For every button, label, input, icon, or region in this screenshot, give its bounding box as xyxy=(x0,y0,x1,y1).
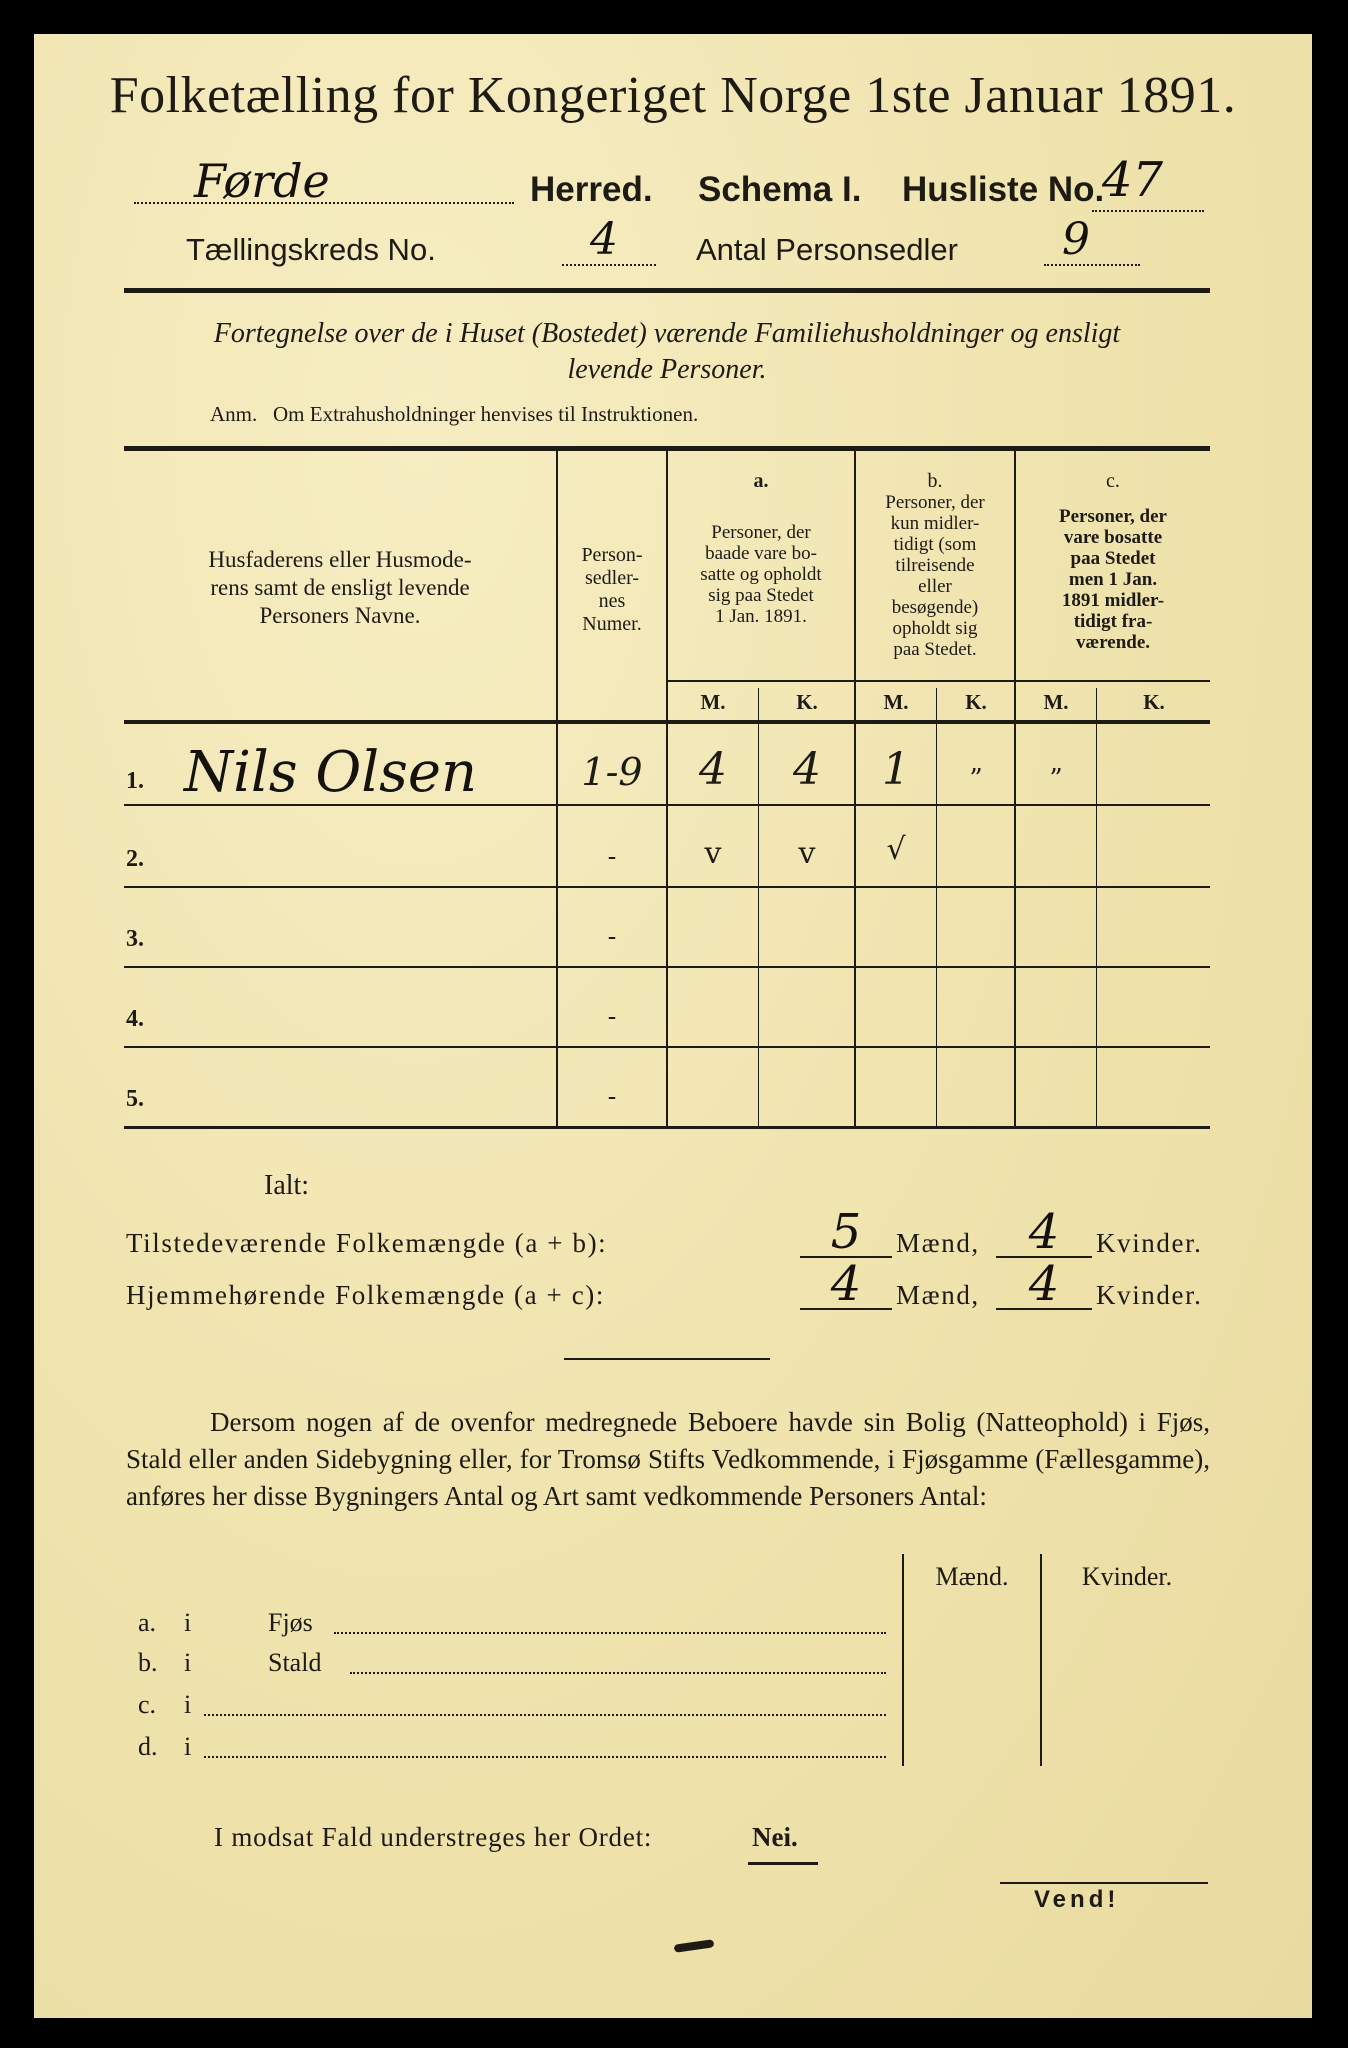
col-head-a: Personer, der baade vare bo- satte og opholdt sig paa Stedet 1 Jan. 1891. xyxy=(700,522,822,627)
dwelling-maend-head: Mænd. xyxy=(935,1562,1009,1591)
col-head-c: Personer, der vare bosatte paa Stedet men 1 Jan. 1891 midler- tidigt fra- værende. xyxy=(1059,506,1167,653)
modsat-word: Nei. xyxy=(752,1822,798,1852)
dwelling-kvinder-head: Kvinder. xyxy=(1081,1562,1173,1591)
row-person-number: - xyxy=(607,842,617,872)
husliste-number: 47 xyxy=(1102,152,1164,208)
form-title: Folketælling for Kongeriget Norge 1ste Januar 1891. xyxy=(109,67,1237,124)
row-a-m: v xyxy=(704,836,722,871)
col-head-b-letter: b. xyxy=(927,470,943,492)
row-number: 3. xyxy=(126,926,144,952)
intro-line-1: Fortegnelse over de i Huset (Bostedet) værende Familiehusholdninger og ensligt xyxy=(213,318,1121,349)
row-number: 1. xyxy=(126,768,144,794)
row-name: Nils Olsen xyxy=(184,740,478,805)
row-number: 4. xyxy=(126,1006,144,1032)
tilstede-maend-label: Mænd, xyxy=(896,1228,980,1258)
row-a-m: 4 xyxy=(699,744,727,795)
hjemme-label: Hjemmehørende Folkemængde (a + c): xyxy=(126,1280,606,1310)
c-k-label: K. xyxy=(1143,690,1165,714)
modsat-text: I modsat Fald understreges her Ordet: xyxy=(214,1822,653,1852)
separator-rule xyxy=(564,1358,770,1360)
a-m-label: M. xyxy=(700,690,726,714)
col-head-b: Personer, der kun midler- tidigt (som tilreisende eller besøgende) opholdt sig paa Stedet. xyxy=(885,492,985,660)
hjemme-maend-label: Mænd, xyxy=(896,1280,980,1310)
row-a-k: 4 xyxy=(793,744,821,795)
vend-label: Vend! xyxy=(1034,1886,1120,1913)
row-b-m: 1 xyxy=(882,744,910,795)
row-person-number: - xyxy=(607,1002,617,1032)
row-person-number: - xyxy=(607,922,617,952)
col-head-names: Husfaderens eller Husmode- rens samt de ensligt levende Personers Navne. xyxy=(208,547,472,628)
row-b-m: √ xyxy=(886,832,906,867)
antal-number: 9 xyxy=(1062,214,1090,265)
herred-label: Herred. xyxy=(530,170,653,209)
c-m-label: M. xyxy=(1043,690,1069,714)
b-k-label: K. xyxy=(965,690,987,714)
kreds-number: 4 xyxy=(590,214,618,265)
anm-note: Anm. Om Extrahusholdninger henvises til Instruktionen. xyxy=(210,402,699,426)
row-number: 5. xyxy=(126,1086,144,1112)
row-c-m: ” xyxy=(1049,764,1063,794)
ink-smudge xyxy=(674,1939,715,1952)
tilstede-kvinder: 4 xyxy=(1028,1204,1060,1260)
schema-label: Schema I. xyxy=(698,170,862,209)
ialt-label: Ialt: xyxy=(264,1170,310,1201)
antal-label: Antal Personsedler xyxy=(696,232,958,267)
husliste-label: Husliste No. xyxy=(902,170,1105,209)
dwelling-paragraph: Dersom nogen af de ovenfor medregnede Beboere havde sin Bolig (Natteophold) i Fjøs, Stald eller anden Sidebygning eller, for Tromsø Stifts Vedkommende, i Fjøsgamme (Fællesgamme), anføres her disse Bygningers Antal og Art samt vedkommende Personers Antal: xyxy=(126,1407,1210,1511)
nei-underline xyxy=(748,1862,818,1865)
col-head-number: Person- sedler- nes Numer. xyxy=(581,544,643,635)
intro-line-2: levende Personer. xyxy=(567,354,767,385)
row-person-number: 1-9 xyxy=(581,750,643,794)
tilstede-label: Tilstedeværende Folkemængde (a + b): xyxy=(126,1228,608,1258)
a-k-label: K. xyxy=(796,690,818,714)
hjemme-kvinder: 4 xyxy=(1028,1256,1060,1312)
row-person-number: - xyxy=(607,1082,617,1112)
b-m-label: M. xyxy=(883,690,909,714)
hjemme-maend: 4 xyxy=(830,1256,862,1312)
col-head-c-letter: c. xyxy=(1106,470,1120,492)
herred-name: Førde xyxy=(194,154,330,208)
tilstede-kvinder-label: Kvinder. xyxy=(1096,1228,1203,1258)
tilstede-maend: 5 xyxy=(830,1204,862,1260)
row-number: 2. xyxy=(126,846,144,872)
kreds-label: Tællingskreds No. xyxy=(186,232,436,267)
census-form-page: Folketælling for Kongeriget Norge 1ste Januar 1891. Førde Herred. Schema I. Husliste No. 47 Tællingskreds No. 4 Antal Personsedler 9 Fortegnelse over de i Huset (Bostedet) værende Familiehusholdninger og ensligt levende Personer. Anm. Om Extrahusholdninger henvises til Instruktionen. Husfaderens eller Husmode- rens samt de ensligt levende Personers Navne. Person- sedler- nes Numer. a. Personer, der baade vare bo- satte og opholdt sig paa Stedet 1 Jan. 1891. b. Personer, der kun midler- tidigt (som tilreisende eller besøgende) opholdt sig paa Stedet. c. Personer, der vare bosatte paa Stedet men 1 Jan. 1891 midler- tidigt fra- værende. M. K. M. K. M. K. 1. Nils Olsen 1-9 4 4 1 ” ” 2. - v v √ 3. - 4. - 5. - Ialt: Tilstedeværende Folkemængde (a + b): 5 Mænd, 4 Kvinder. Hjemmehørende Folkemængde (a + c): 4 Mænd, 4 Kvinder. Dersom nogen af de ovenfor medregnede Beboere havde sin Bolig (Natteophold) i Fjøs, Stald eller anden Sidebygning eller, for Tromsø Stifts Vedkommende, i Fjøsgamme (Fællesgamme), anføres her disse Bygningers Antal og Art samt vedkommende Personers Antal: Mænd. Kvinder. a. i Fjøs b. i Stald c. i d. i I modsat Fald understreges her Ordet: Nei. Vend! xyxy=(34,34,1312,2018)
header-rule xyxy=(124,288,1210,293)
row-a-k: v xyxy=(798,836,816,871)
herred-line xyxy=(134,154,514,210)
hjemme-kvinder-label: Kvinder. xyxy=(1096,1280,1203,1310)
row-b-k: ” xyxy=(969,764,983,794)
col-head-a-letter: a. xyxy=(753,470,769,492)
